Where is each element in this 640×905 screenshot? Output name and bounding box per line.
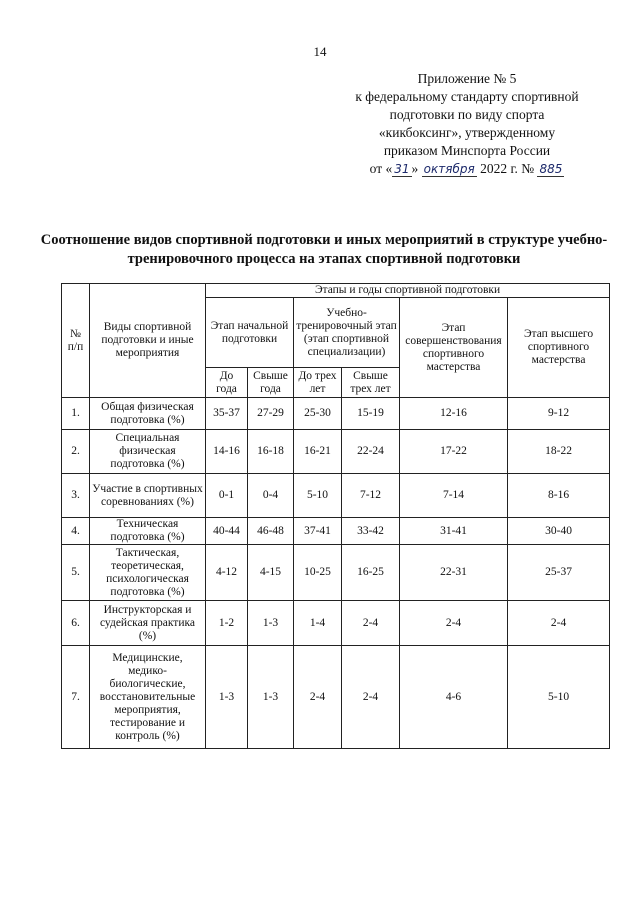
value-cell: 25-37 — [508, 545, 610, 601]
value-cell: 7-14 — [400, 474, 508, 518]
header-initial-year-2: Свыше года — [248, 368, 294, 398]
value-cell: 1-3 — [248, 646, 294, 749]
value-cell: 7-12 — [342, 474, 400, 518]
value-cell: 35-37 — [206, 398, 248, 430]
value-cell: 5-10 — [508, 646, 610, 749]
value-cell: 46-48 — [248, 518, 294, 545]
row-kind: Участие в спортивных соревнованиях (%) — [90, 474, 206, 518]
row-num: 7. — [62, 646, 90, 749]
appendix-block — [322, 70, 612, 178]
row-num: 1. — [62, 398, 90, 430]
row-kind: Специальная физическая подготовка (%) — [90, 430, 206, 474]
row-kind: Медицинские, медико-биологические, восстановительные мероприятия, тестирование и контроль (%) — [90, 646, 206, 749]
value-cell: 16-25 — [342, 545, 400, 601]
value-cell: 22-31 — [400, 545, 508, 601]
page-number: 14 — [313, 44, 327, 59]
date-month: октября — [423, 162, 475, 176]
row-kind: Тактическая, теоретическая, психологическая подготовка (%) — [90, 545, 206, 601]
value-cell: 1-3 — [248, 601, 294, 646]
date-mid: » — [411, 161, 419, 176]
document-title: Соотношение видов спортивной подготовки и иных мероприятий в структуре учебно-тренировочного процесса на этапах спортивной подготовки — [40, 232, 608, 267]
value-cell: 22-24 — [342, 430, 400, 474]
value-cell: 40-44 — [206, 518, 248, 545]
order-number: 885 — [539, 162, 563, 176]
row-num: 3. — [62, 474, 90, 518]
value-cell: 9-12 — [508, 398, 610, 430]
value-cell: 33-42 — [342, 518, 400, 545]
date-prefix: от « — [369, 161, 393, 176]
value-cell: 2-4 — [342, 601, 400, 646]
header-training-year-2: Свыше трех лет — [342, 368, 400, 398]
appendix-line-5: приказом Минспорта России — [383, 143, 551, 158]
value-cell: 10-25 — [294, 545, 342, 601]
value-cell: 1-4 — [294, 601, 342, 646]
row-num: 6. — [62, 601, 90, 646]
header-kind: Виды спортивной подготовки и иные мероприятия — [90, 284, 206, 398]
value-cell: 16-21 — [294, 430, 342, 474]
value-cell: 12-16 — [400, 398, 508, 430]
header-initial-year-1: До года — [206, 368, 248, 398]
appendix-line-2: к федеральному стандарту спортивной — [355, 89, 579, 104]
date-day: 31 — [394, 162, 410, 176]
table-row — [62, 474, 610, 518]
table-row — [62, 398, 610, 430]
value-cell: 18-22 — [508, 430, 610, 474]
value-cell: 31-41 — [400, 518, 508, 545]
value-cell: 0-4 — [248, 474, 294, 518]
date-year: 2022 г. № — [480, 161, 535, 176]
table-row — [62, 545, 610, 601]
value-cell: 25-30 — [294, 398, 342, 430]
value-cell: 2-4 — [294, 646, 342, 749]
row-kind: Техническая подготовка (%) — [90, 518, 206, 545]
table-row — [62, 430, 610, 474]
table-row — [62, 518, 610, 545]
header-stage-improvement: Этап совершенствования спортивного мастерства — [400, 298, 508, 398]
appendix-line-4: «кикбоксинг», утвержденному — [378, 125, 556, 140]
value-cell: 27-29 — [248, 398, 294, 430]
value-cell: 4-15 — [248, 545, 294, 601]
value-cell: 37-41 — [294, 518, 342, 545]
value-cell: 8-16 — [508, 474, 610, 518]
value-cell: 1-3 — [206, 646, 248, 749]
value-cell: 2-4 — [342, 646, 400, 749]
header-stage-training: Учебно-тренировочный этап (этап спортивной специализации) — [294, 298, 400, 368]
row-kind: Инструкторская и судейская практика (%) — [90, 601, 206, 646]
value-cell: 1-2 — [206, 601, 248, 646]
row-num: 4. — [62, 518, 90, 545]
header-num: № п/п — [62, 284, 90, 398]
value-cell: 4-12 — [206, 545, 248, 601]
value-cell: 4-6 — [400, 646, 508, 749]
row-num: 2. — [62, 430, 90, 474]
value-cell: 30-40 — [508, 518, 610, 545]
value-cell: 0-1 — [206, 474, 248, 518]
appendix-date-line — [322, 160, 612, 178]
header-stage-initial: Этап начальной подготовки — [206, 298, 294, 368]
appendix-title: Приложение № 5 — [417, 71, 517, 86]
value-cell: 2-4 — [508, 601, 610, 646]
header-stages: Этапы и годы спортивной подготовки — [206, 284, 610, 298]
header-training-year-1: До трех лет — [294, 368, 342, 398]
header-stage-higher: Этап высшего спортивного мастерства — [508, 298, 610, 398]
row-kind: Общая физическая подготовка (%) — [90, 398, 206, 430]
value-cell: 17-22 — [400, 430, 508, 474]
training-structure-table — [61, 283, 610, 749]
value-cell: 2-4 — [400, 601, 508, 646]
table-row — [62, 601, 610, 646]
value-cell: 5-10 — [294, 474, 342, 518]
table-row — [62, 646, 610, 749]
appendix-line-3: подготовки по виду спорта — [389, 107, 545, 122]
value-cell: 15-19 — [342, 398, 400, 430]
value-cell: 16-18 — [248, 430, 294, 474]
row-num: 5. — [62, 545, 90, 601]
value-cell: 14-16 — [206, 430, 248, 474]
